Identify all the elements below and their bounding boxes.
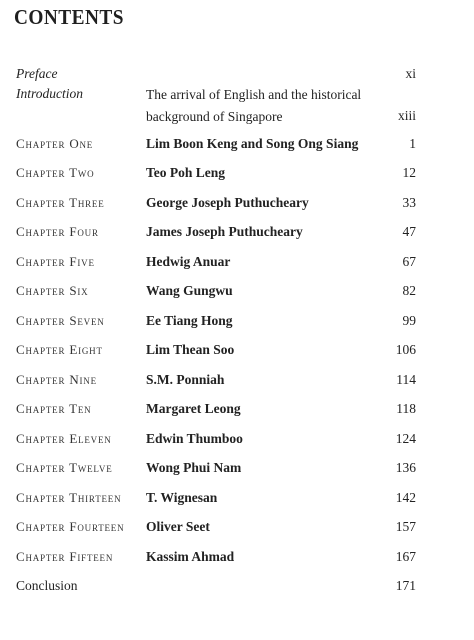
entry-label: Chapter Eleven (16, 431, 112, 446)
entry-title: Kassim Ahmad (146, 549, 235, 564)
entry-page: 82 (402, 283, 416, 298)
entry-page: 12 (402, 165, 416, 180)
entry-page: 1 (409, 136, 416, 151)
entry-label: Chapter One (16, 136, 94, 151)
entry-title: Lim Boon Keng and Song Ong Siang (146, 136, 359, 151)
entry-page: 99 (402, 313, 416, 328)
entry-page: xiii (397, 108, 416, 123)
entry-page: 106 (395, 342, 416, 357)
entry-label: Chapter Nine (16, 372, 97, 387)
entry-label: Chapter Five (16, 254, 95, 269)
entry-page: 171 (395, 578, 416, 593)
entry-title: James Joseph Puthucheary (146, 224, 303, 239)
entry-label: Conclusion (16, 578, 78, 593)
entry-title: T. Wignesan (146, 490, 218, 505)
entry-label: Chapter Fifteen (16, 549, 114, 564)
entry-page: 157 (395, 519, 416, 534)
entry-title: George Joseph Puthucheary (146, 195, 309, 210)
entry-title: Wang Gungwu (146, 283, 233, 298)
entry-label: Introduction (16, 86, 83, 101)
entry-title: Oliver Seet (146, 519, 210, 534)
entry-label: Chapter Three (16, 195, 105, 210)
page-title: CONTENTS (14, 5, 124, 29)
entry-page: 33 (402, 195, 416, 210)
entry-label: Chapter Eight (16, 342, 103, 357)
entry-title: Wong Phui Nam (146, 460, 242, 475)
entry-title: Edwin Thumboo (146, 431, 243, 446)
entry-label: Chapter Ten (16, 401, 92, 416)
entry-page: 67 (402, 254, 416, 269)
entry-title: Teo Poh Leng (146, 165, 226, 180)
entry-page: 167 (395, 549, 416, 564)
entry-label: Chapter Thirteen (16, 490, 122, 505)
entry-page: 136 (395, 460, 416, 475)
entry-page: 118 (396, 401, 416, 416)
entry-title: Margaret Leong (146, 401, 241, 416)
entry-label: Chapter Twelve (16, 460, 113, 475)
entry-label: Preface (16, 66, 58, 81)
entry-title: The arrival of English and the historical background of Singapore (146, 87, 362, 124)
entry-title: Ee Tiang Hong (146, 313, 233, 328)
entry-label: Chapter Two (16, 165, 95, 180)
entry-page: 124 (395, 431, 416, 446)
entry-title: S.M. Ponniah (146, 372, 225, 387)
entry-page: 47 (402, 224, 416, 239)
entry-title: Lim Thean Soo (146, 342, 235, 357)
entry-label: Chapter Fourteen (16, 519, 125, 534)
entry-label: Chapter Seven (16, 313, 105, 328)
entry-page: 142 (395, 490, 416, 505)
entry-title: Hedwig Anuar (146, 254, 231, 269)
entry-page: 114 (396, 372, 416, 387)
entry-label: Chapter Six (16, 283, 89, 298)
entry-label: Chapter Four (16, 224, 99, 239)
entry-page: xi (405, 66, 416, 81)
